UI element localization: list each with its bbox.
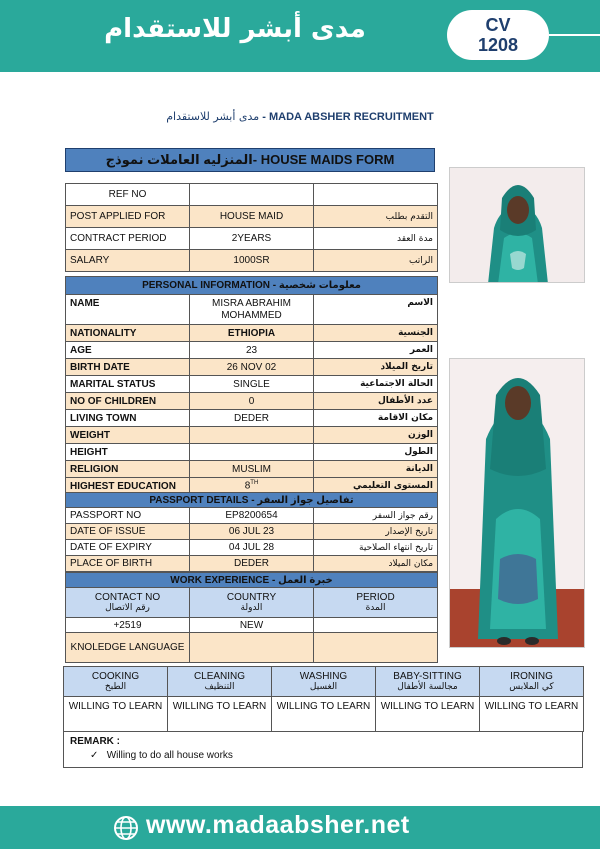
passport-table [65, 492, 438, 572]
skill-cooking-en: COOKING [91, 671, 140, 682]
remark-line [90, 750, 233, 761]
table-row [66, 427, 438, 444]
cv-number: 1208 [477, 35, 519, 55]
birth-date-ar: تاريخ الميلاد [314, 359, 438, 376]
table-row [66, 493, 438, 508]
candidate-full-body-photo [449, 358, 585, 648]
table-row [66, 618, 438, 633]
skill-babysitting-value: WILLING TO LEARN [376, 697, 480, 732]
table-row [64, 697, 584, 732]
table-row [66, 393, 438, 410]
country-col-en: COUNTRY [226, 592, 277, 603]
table-row [66, 461, 438, 478]
period-col-en: PERIOD [356, 592, 395, 603]
subtitle-arabic: مدى أبشر للاستقدام [166, 110, 260, 123]
subtitle-separator: - [262, 111, 266, 123]
personal-table [65, 276, 438, 495]
birth-date-label: BIRTH DATE [66, 359, 190, 376]
cv-badge [447, 10, 549, 60]
skill-washing-ar: الغسيل [309, 682, 338, 692]
skill-babysitting-ar: مجالسة الأطفال [397, 682, 458, 692]
weight-label: WEIGHT [66, 427, 190, 444]
language-label: KNOLEDGE LANGUAGE [66, 633, 190, 663]
nationality-ar: الجنسية [314, 325, 438, 342]
religion-value: MUSLIM [190, 461, 314, 478]
contact-col-header [66, 588, 190, 618]
skill-ironing-header [480, 667, 584, 697]
table-row [66, 376, 438, 393]
skill-cleaning-ar: التنظيف [204, 682, 235, 692]
work-section-header: WORK EXPERIENCE - خبرة العمل [66, 573, 438, 588]
work-table [65, 572, 438, 663]
ref-no-value [190, 184, 314, 206]
birth-place-ar: مكان الميلاد [314, 556, 438, 572]
education-number: 8 [244, 480, 251, 492]
salary-label: SALARY [66, 250, 190, 272]
remark-title: REMARK : [70, 736, 120, 747]
marital-status-label: MARITAL STATUS [66, 376, 190, 393]
contact-col-en: CONTACT NO [94, 592, 161, 603]
table-row [66, 206, 438, 228]
table-row [66, 556, 438, 572]
table-row [66, 410, 438, 427]
table-row [66, 359, 438, 376]
height-ar: الطول [314, 444, 438, 461]
form-title: المنزليه العاملات نموذج- HOUSE MAIDS FORM [65, 148, 435, 172]
nationality-label: NATIONALITY [66, 325, 190, 342]
religion-label: RELIGION [66, 461, 190, 478]
name-value: MISRA ABRAHIM MOHAMMED [190, 295, 314, 325]
table-row [66, 540, 438, 556]
ref-no-ar [314, 184, 438, 206]
birth-place-label: PLACE OF BIRTH [66, 556, 190, 572]
passport-section-header: PASSPORT DETAILS - تفاصيل جواز السفر [66, 493, 438, 508]
table-row [64, 667, 584, 697]
passport-no-label: PASSPORT NO [66, 508, 190, 524]
table-row [66, 184, 438, 206]
marital-status-value: SINGLE [190, 376, 314, 393]
language-extra [314, 633, 438, 663]
skill-cleaning-en: CLEANING [193, 671, 246, 682]
table-row [66, 588, 438, 618]
expiry-date-ar: تاريخ انتهاء الصلاحية [314, 540, 438, 556]
remark-box [63, 731, 583, 768]
country-value: NEW [190, 618, 314, 633]
table-row [66, 444, 438, 461]
skills-table [63, 666, 584, 732]
post-applied-value: HOUSE MAID [190, 206, 314, 228]
passport-no-ar: رقم جواز السفر [314, 508, 438, 524]
table-row [66, 325, 438, 342]
living-town-label: LIVING TOWN [66, 410, 190, 427]
skill-cooking-value: WILLING TO LEARN [64, 697, 168, 732]
cv-label: CV [485, 15, 511, 35]
salary-value: 1000SR [190, 250, 314, 272]
table-row [66, 277, 438, 295]
skill-ironing-en: IRONING [510, 671, 553, 682]
company-arabic-title: مدى أبشر للاستقدام [104, 14, 366, 44]
ref-no-label: REF NO [66, 184, 190, 206]
globe-icon [113, 815, 139, 841]
table-row [66, 342, 438, 359]
country-col-header [190, 588, 314, 618]
name-label: NAME [66, 295, 190, 325]
education-suffix: TH [250, 480, 259, 487]
skill-cleaning-value: WILLING TO LEARN [168, 697, 272, 732]
weight-ar: الوزن [314, 427, 438, 444]
age-label: AGE [66, 342, 190, 359]
age-ar: العمر [314, 342, 438, 359]
weight-value [190, 427, 314, 444]
period-col-header [314, 588, 438, 618]
skill-washing-value: WILLING TO LEARN [272, 697, 376, 732]
table-row [66, 633, 438, 663]
table-row [66, 295, 438, 325]
skill-washing-header [272, 667, 376, 697]
age-value: 23 [190, 342, 314, 359]
contract-period-label: CONTRACT PERIOD [66, 228, 190, 250]
skill-ironing-value: WILLING TO LEARN [480, 697, 584, 732]
height-label: HEIGHT [66, 444, 190, 461]
issue-date-label: DATE OF ISSUE [66, 524, 190, 540]
checkmark-icon: ✓ [90, 750, 99, 761]
contact-col-ar: رقم الاتصال [105, 603, 150, 613]
marital-status-ar: الحالة الاجتماعية [314, 376, 438, 393]
skill-washing-en: WASHING [299, 671, 348, 682]
name-ar: الاسم [314, 295, 438, 325]
salary-ar: الراتب [314, 250, 438, 272]
contract-period-value: 2YEARS [190, 228, 314, 250]
language-value [190, 633, 314, 663]
contact-value: +2519 [66, 618, 190, 633]
table-row [66, 508, 438, 524]
expiry-date-label: DATE OF EXPIRY [66, 540, 190, 556]
children-value: 0 [190, 393, 314, 410]
website-link[interactable]: www.madaabsher.net [146, 811, 410, 839]
contract-period-ar: مدة العقد [314, 228, 438, 250]
period-col-ar: المدة [365, 603, 386, 613]
skill-babysitting-en: BABY-SITTING [393, 671, 462, 682]
education-label: HIGHEST EDUCATION [66, 478, 190, 495]
table-row [66, 524, 438, 540]
issue-date-value: 06 JUL 23 [190, 524, 314, 540]
issue-date-ar: تاريخ الإصدار [314, 524, 438, 540]
skill-ironing-ar: كي الملابس [509, 682, 554, 692]
table-row [66, 228, 438, 250]
living-town-value: DEDER [190, 410, 314, 427]
country-col-ar: الدولة [240, 603, 263, 613]
post-applied-label: POST APPLIED FOR [66, 206, 190, 228]
expiry-date-value: 04 JUL 28 [190, 540, 314, 556]
nationality-value: ETHIOPIA [190, 325, 314, 342]
post-applied-ar: التقدم بطلب [314, 206, 438, 228]
skill-cooking-header [64, 667, 168, 697]
table-row [66, 250, 438, 272]
remark-text: Willing to do all house works [106, 750, 233, 761]
cv-divider-line [549, 34, 600, 36]
personal-section-header: PERSONAL INFORMATION - معلومات شخصية [66, 277, 438, 295]
table-row [66, 573, 438, 588]
birth-date-value: 26 NOV 02 [190, 359, 314, 376]
height-value [190, 444, 314, 461]
children-label: NO OF CHILDREN [66, 393, 190, 410]
birth-place-value: DEDER [190, 556, 314, 572]
subtitle-english: MADA ABSHER RECRUITMENT [268, 111, 434, 123]
period-value [314, 618, 438, 633]
skill-babysitting-header [376, 667, 480, 697]
skill-cooking-ar: الطبخ [104, 682, 127, 692]
job-table [65, 183, 438, 272]
education-ar: المستوى التعليمي [314, 478, 438, 495]
skill-cleaning-header [168, 667, 272, 697]
company-subtitle [120, 110, 480, 123]
passport-no-value: EP8200654 [190, 508, 314, 524]
candidate-portrait-photo [449, 167, 585, 283]
children-ar: عدد الأطفال [314, 393, 438, 410]
religion-ar: الديانة [314, 461, 438, 478]
living-town-ar: مكان الاقامة [314, 410, 438, 427]
